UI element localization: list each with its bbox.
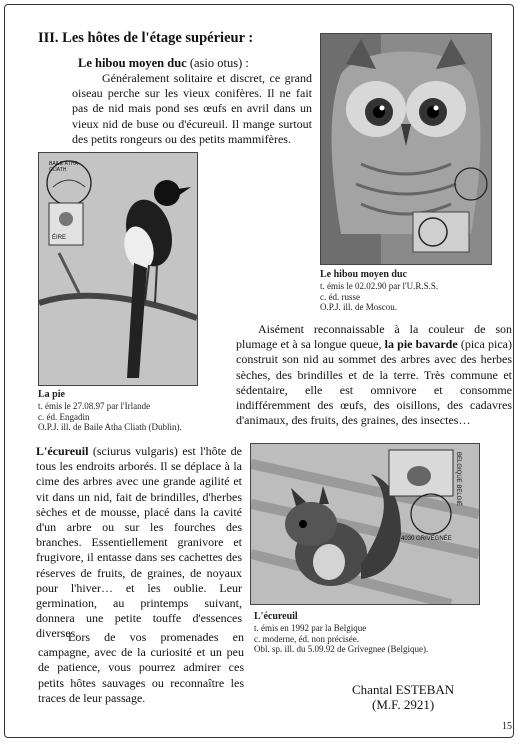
owl-illustration xyxy=(321,34,491,264)
owl-paragraph: Généralement solitaire et discret, ce grand oiseau perche sur les vieux conifères. Il ne fait pas de nid mais pond ses œufs en avril dans un vieux nid de buse ou d'écureuil. Il mange surtout des petits rongeurs ou des petits mammifères. xyxy=(72,71,312,146)
squirrel-name: L'écureuil xyxy=(36,444,89,458)
owl-subheading-name: Le hibou moyen duc xyxy=(78,56,187,70)
walks-paragraph: Lors de vos promenades en campagne, avec de la curiosité et un peu de patience, vous pourrez admirer ces petits hôtes sauvages ou reconnaître les traces de leur passage. xyxy=(38,630,244,705)
magpie-paragraph xyxy=(236,322,512,428)
section-heading: III. Les hôtes de l'étage supérieur : xyxy=(38,30,254,46)
squirrel-postmark-text: 4030 GRIVEGNÉE xyxy=(401,536,452,542)
squirrel-caption-title: L'écureuil xyxy=(254,611,298,622)
squirrel-paragraph-text: (sciurus vulgaris) est l'hôte de tous les endroits arborés. Il se déplace à la cime des arbres avec une grande agilité et vit dans un nid, fait de brindilles, d'herbes sèches et de mousse, placé dans la cavité d'un arbre ou sur les fourches des branches. Essentiellement granivore et frugivore, il entasse dans ses cachettes des réserves de fruits, de graines, de noyaux pour l'hiver… et les oublie. Leur germination, au printemps suivant, donnera une petite touffe d'essences diverses. xyxy=(36,444,242,641)
owl-caption-line: c. éd. russe xyxy=(320,291,360,302)
page-number: 15 xyxy=(502,721,512,732)
magpie-paragraph-end: (pica pica) construit son nid au sommet des arbres avec des herbes sèches, des brindilles et de la terre. Très commune et sédentaire, elle est omnivore et consomme indifféremment des œufs, des oisillons, des cadavres d'animaux, des fruits, des graines, des insectes… xyxy=(236,337,512,428)
owl-caption-line: t. émis le 02.02.90 par l'U.R.S.S. xyxy=(320,280,439,291)
magpie-photo xyxy=(38,152,198,386)
owl-subheading xyxy=(78,56,249,71)
owl-caption-line: O.P.J. ill. de Moscou. xyxy=(320,302,398,313)
owl-caption-title: Le hibou moyen duc xyxy=(320,269,407,280)
magpie-postmark-text: BAILE ÁTHA CLIATH xyxy=(49,161,78,173)
author-name: Chantal ESTEBAN xyxy=(352,682,455,697)
magpie-paragraph-start: Aisément reconnaissable à la couleur de son plumage et à sa longue queue, xyxy=(236,322,512,352)
squirrel-stamp-text: BELGIQUE BELGIË xyxy=(455,452,461,507)
magpie-caption xyxy=(38,390,182,433)
magpie-caption-line: t. émis le 27.08.97 par l'Irlande xyxy=(38,400,151,411)
squirrel-caption xyxy=(254,612,428,655)
owl-caption xyxy=(320,270,438,313)
signature xyxy=(352,682,454,712)
owl-photo xyxy=(320,33,492,265)
magpie-caption-line: O.P.J. ill. de Baile Atha Cliath (Dublin). xyxy=(38,422,182,433)
owl-subheading-latin: (asio otus) : xyxy=(186,56,249,70)
magpie-caption-line: c. éd. Engadin xyxy=(38,411,90,422)
magpie-stamp-text: ÉIRE xyxy=(52,235,67,241)
squirrel-photo xyxy=(250,443,480,605)
squirrel-caption-line: c. moderne, éd. non précisée. xyxy=(254,633,359,644)
squirrel-illustration xyxy=(251,444,479,604)
magpie-illustration xyxy=(39,153,197,385)
magpie-name: la pie bavarde xyxy=(384,337,458,352)
squirrel-caption-line: Obl. sp. ill. du 5.09.92 de Grivegnee (Belgique). xyxy=(254,644,429,655)
author-initials: (M.F. 2921) xyxy=(372,697,435,712)
magpie-caption-title: La pie xyxy=(38,389,65,400)
squirrel-caption-line: t. émis en 1992 par la Belgique xyxy=(254,622,367,633)
squirrel-paragraph xyxy=(36,444,242,642)
